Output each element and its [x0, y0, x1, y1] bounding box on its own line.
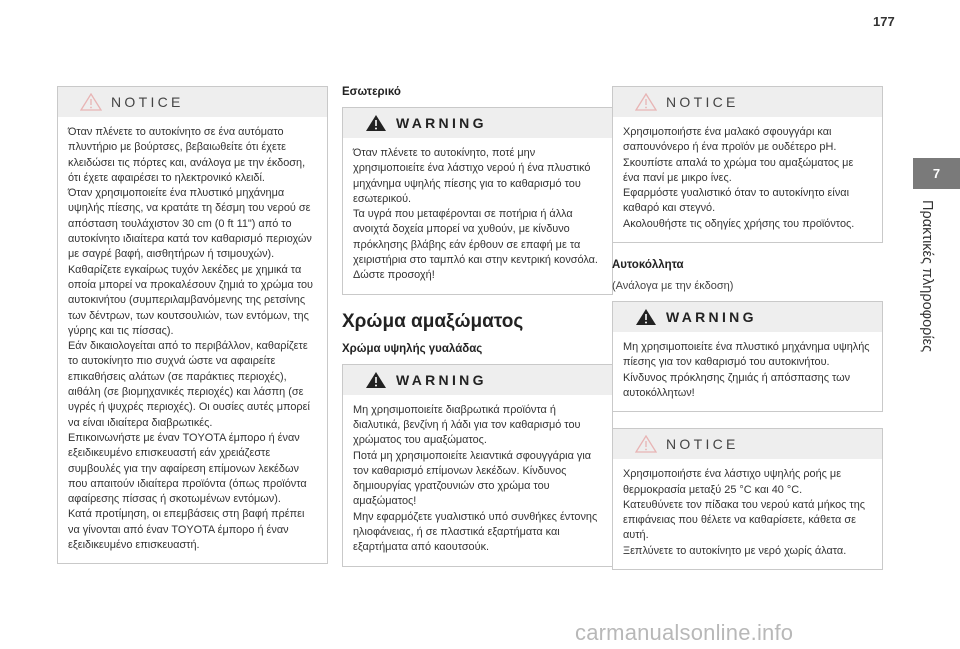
paragraph: Τα υγρά που μεταφέρονται σε ποτήρια ή άλλα ανοιχτά δοχεία μπορεί να χυθούν, με κίνδυνο πρόκλησης βλάβης εάν έρθουν σε επαφή με τα χειριστήρια στο ταμπλό και στην κεντρική κονσόλα. Δώστε προσοχή!	[353, 208, 598, 282]
paragraph: Μη χρησιμοποιείτε διαβρωτικά προϊόντα ή διαλυτικά, βενζίνη ή λάδι για τον καθαρισμό του χρώματος του αμαξώματος.	[353, 403, 581, 447]
paragraph: Επικοινωνήστε με έναν TOYOTA έμπορο ή έναν εξειδικευμένο επισκευαστή εάν χρειάζεστε συμβουλές για την αφαίρεση επίμονων λεκέδων που απαιτούν ιδιαίτερα προϊόντα (όπως προϊόντα αφαίρεσης πίσσας ή σκοτωμένων εντόμων).	[68, 431, 307, 506]
column-right	[612, 86, 883, 586]
paragraph: Όταν πλένετε το αυτοκίνητο σε ένα αυτόματο πλυντήριο με βούρτσες, βεβαιωθείτε ότι έχετε κλειδώσει τις πόρτες και, ανάλογα με την έκδοση, ότι έχετε αφαιρέσει το ηλεκτρονικό κλειδί.	[68, 126, 306, 184]
paragraph: Μην εφαρμόζετε γυαλιστικό υπό συνθήκες έντονης ηλιοφάνειας, ή σε πλαστικά εξαρτήματα και εξαρτήματα από καουτσούκ.	[353, 510, 598, 554]
paragraph: Χρησιμοποιήστε ένα μαλακό σφουγγάρι και σαπουνόνερο ή ένα προϊόν με ουδέτερο pH.	[623, 126, 837, 154]
notice-title: NOTICE	[666, 436, 739, 453]
page-number: 177	[873, 14, 895, 29]
warning-triangle-icon	[365, 114, 387, 132]
notice-box	[57, 86, 328, 564]
warning-header	[613, 302, 882, 332]
paragraph: Όταν χρησιμοποιείτε ένα πλυστικό μηχάνημα υψηλής πίεσης, να κρατάτε τη δέσμη του νερού σε απόσταση τουλάχιστον 30 cm (0 ft 11") από το αυτοκίνητο ιδιαίτερα κατά τον καθαρισμό περιοχών με σαγρέ βαφή, αισθητήρων ή τσιμουχών).	[68, 187, 312, 261]
interior-heading: Εσωτερικό	[342, 86, 401, 98]
decals-version-note: (Ανάλογα με την έκδοση)	[612, 280, 734, 293]
paragraph: Ποτά μη χρησιμοποιείτε λειαντικά σφουγγάρια για τον καθαρισμό επίμονων λεκέδων. Κίνδυνος δημιουργίας γρατζουνιών στο χρώμα του αμαξώματος!	[353, 449, 592, 508]
paragraph: Κατευθύνετε τον πίδακα του νερού κατά μήκος της επιφάνειας που θέλετε να καθαρίσετε, κάθετα σε αυτή.	[623, 498, 866, 542]
paragraph: Σκουπίστε απαλά το χρώμα του αμαξώματος με ένα πανί με μικρο ίνες.	[623, 156, 854, 184]
decals-heading: Αυτοκόλλητα	[612, 259, 684, 272]
warning-triangle-icon	[365, 371, 387, 389]
chapter-title: Πρακτικές πληροφορίες	[919, 200, 935, 353]
column-middle	[342, 86, 613, 583]
warning-title: WARNING	[396, 115, 487, 131]
notice-box	[612, 428, 883, 570]
paragraph: Εφαρμόστε γυαλιστικό όταν το αυτοκίνητο είναι καθαρό και στεγνό.	[623, 187, 849, 215]
warning-title: WARNING	[666, 309, 757, 326]
notice-title: NOTICE	[666, 94, 739, 110]
warning-title: WARNING	[396, 371, 487, 388]
paragraph: Κατά προτίμηση, οι επεμβάσεις στη βαφή πρέπει να γίνονται από έναν TOYOTA έμπορο ή έναν εξειδικευμένο επισκευαστή.	[68, 508, 305, 552]
paragraph: Καθαρίζετε εγκαίρως τυχόν λεκέδες με χημικά τα οποία μπορεί να προκαλέσουν ζημιά το χρώμα του αυτοκινήτου (συμπεριλαμβανόμενης της ρετσίνης των δέντρων, των κουτσουλιών, των εντόμων, της γύρης και τις πίσσας).	[68, 263, 313, 337]
notice-header	[613, 429, 882, 459]
paragraph: Χρησιμοποιήστε ένα λάστιχο υψηλής ροής με θερμοκρασία μεταξύ 25 °C και 40 °C.	[623, 468, 842, 496]
notice-box	[612, 86, 883, 243]
warning-body	[613, 332, 882, 411]
notice-header	[613, 87, 882, 117]
notice-body	[58, 117, 327, 563]
notice-warning-triangle-icon	[80, 93, 102, 111]
notice-warning-triangle-icon	[635, 435, 657, 453]
notice-body	[613, 117, 882, 242]
paragraph: Εάν δικαιολογείται από το περιβάλλον, καθαρίζετε το αυτοκίνητο πιο συχνά ώστε να αφαιρείτε επικαθήσεις αλάτων (σε παράκτιες περιοχές), αιθάλη (σε βιομηχανικές περιοχές) και λάσπη (σε υγρές ή ψυχρές περιοχές). Οι ουσίες αυτές μπορεί να είναι ιδιαίτερα διαβρωτικές.	[68, 340, 310, 429]
watermark: carmanualsonline.info	[575, 620, 794, 645]
notice-header	[58, 87, 327, 117]
warning-box	[342, 107, 613, 295]
warning-header	[343, 108, 612, 138]
paragraph: Μη χρησιμοποιείτε ένα πλυστικό μηχάνημα υψηλής πίεσης για τον καθαρισμό του αυτοκινήτου. Κίνδυνος πρόκλησης ζημιάς ή απόσπασης των αυτοκόλλητων!	[623, 341, 870, 399]
warning-body	[343, 138, 612, 294]
chapter-tab: 7	[913, 158, 960, 189]
warning-body	[343, 395, 612, 566]
paragraph: Ξεπλύνετε το αυτοκίνητο με νερό χωρίς άλατα.	[623, 544, 847, 557]
paragraph: Όταν πλένετε το αυτοκίνητο, ποτέ μην χρησιμοποιείτε ένα λάστιχο νερού ή ένα πλυστικό μηχάνημα υψηλής πίεσης για το καθαρισμό του εσωτερικού.	[353, 147, 591, 205]
warning-triangle-icon	[635, 308, 657, 326]
notice-title: NOTICE	[111, 94, 184, 110]
subheading: Χρώμα υψηλής γυαλάδας	[342, 342, 483, 355]
warning-box	[342, 364, 613, 567]
notice-body	[613, 459, 882, 569]
warning-header	[343, 365, 612, 395]
section-heading: Χρώμα αμαξώματος	[342, 310, 524, 332]
warning-box	[612, 301, 883, 412]
column-left	[57, 86, 328, 580]
notice-warning-triangle-icon	[635, 93, 657, 111]
paragraph: Ακολουθήστε τις οδηγίες χρήσης του προϊόντος.	[623, 217, 855, 230]
